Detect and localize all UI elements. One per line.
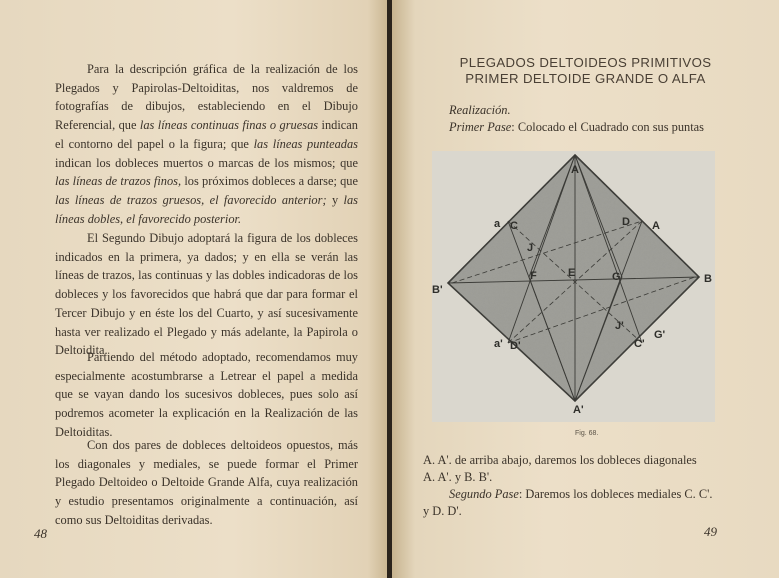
primer-pase-line — [449, 119, 704, 136]
label-J-prime: J' — [615, 320, 624, 332]
label-A-small: A — [652, 220, 660, 232]
paragraph-run: El Segundo Dibujo adoptará la figura de los dobleces indicados en la primera, ya dados; y en ella se verán las líneas de trazos, las continuas y las dobles indicadoras de los dobleces y los favorecidos que habrá que dar para formar el Tercer Dibujo y en éste los del Cuarto, y así sucesivamente hasta ver realizado el Plegado y más adelante, la Papirola o Deltoidita. — [55, 231, 358, 358]
label-A: A — [571, 164, 579, 176]
paragraph-3 — [55, 348, 358, 442]
left-page — [0, 0, 387, 578]
paragraph-run: indican los dobleces muertos o marcas de los mismos; que — [55, 155, 358, 170]
primer-pase-text: : Colocado el Cuadrado con sus puntas — [511, 120, 705, 134]
figure-68 — [432, 151, 715, 422]
deltoid-diagram — [432, 151, 715, 422]
body-line-2: A. A'. y B. B'. — [423, 470, 493, 484]
segundo-pase-line — [449, 486, 712, 503]
paragraph-run: indican el contorno del papel o la figura; que — [55, 118, 358, 151]
segundo-pase-text: : Daremos los dobleces mediales C. C'. — [518, 487, 713, 501]
label-F: F — [530, 270, 537, 282]
body-line-1: A. A'. de arriba abajo, daremos los dobleces diagonales — [423, 453, 697, 467]
paragraph-run: las líneas de trazos finos, — [55, 174, 182, 189]
primer-pase-label: Primer Pase — [449, 120, 512, 134]
realizacion-heading — [449, 102, 511, 119]
paragraph-run: las líneas de trazos gruesos, el favorecido anterior; — [55, 192, 327, 207]
label-E: E — [568, 267, 576, 279]
label-B-prime: B' — [432, 284, 443, 296]
label-a-prime: a' — [494, 338, 503, 350]
realizacion-label: Realización. — [449, 103, 511, 117]
paragraph-run: los próximos dobleces a darse; que — [181, 174, 358, 189]
label-A-prime: A' — [573, 404, 584, 416]
label-D-prime: D' — [510, 340, 521, 352]
right-page — [392, 0, 779, 578]
label-J: J — [527, 242, 534, 254]
paragraph-run: Con dos pares de dobleces deltoideos opuestos, más los diagonales y mediales, se puede formar el Primer Plegado Deltoideo o Deltoide Grande Alfa, cuya realización y estudio presentamos originalmente a continuación, así como sus Deltoiditas derivadas. — [55, 438, 358, 527]
label-G-prime: G' — [654, 329, 666, 341]
label-C: C — [510, 220, 518, 232]
section-title: PLEGADOS DELTOIDEOS PRIMITIVOS — [459, 55, 712, 70]
page-number-left: 48 — [34, 526, 47, 541]
paragraph-run: y — [326, 192, 344, 207]
label-B: B — [704, 273, 712, 285]
label-a: a — [494, 218, 501, 230]
label-D: D — [622, 216, 630, 228]
page-number-right: 49 — [704, 524, 717, 539]
paragraph-run: las líneas punteadas — [253, 136, 358, 151]
figure-caption: Fig. 68. — [575, 430, 599, 437]
segundo-pase-label: Segundo Pase — [449, 487, 519, 501]
label-C-prime: C' — [634, 338, 645, 350]
label-G: G — [612, 271, 621, 283]
paragraph-4 — [55, 436, 358, 530]
section-subtitle: PRIMER DELTOIDE GRANDE O ALFA — [465, 71, 706, 86]
paragraph-run: Para la descripción gráfica de la realización de los Plegados y Papirolas-Deltoiditas, nos valdremos de fotografías de dibujos, estableciendo en el Dibujo Referencial, que — [55, 62, 358, 133]
paragraph-1 — [55, 60, 358, 228]
paragraph-run: las líneas dobles, el favorecido posterior. — [55, 192, 359, 226]
paragraph-2 — [55, 229, 358, 360]
paragraph-run: Partiendo del método adoptado, recomendamos muy especialmente acostumbrarse a Letrear el papel a medida que se vayan dando los sucesivos dobleces, pues solo así podremos acometer la explicación en la Realización de las Deltoiditas. — [55, 350, 358, 439]
paragraph-run: las líneas continuas finas o gruesas — [139, 118, 319, 133]
body-line-4: y D. D'. — [423, 504, 462, 518]
